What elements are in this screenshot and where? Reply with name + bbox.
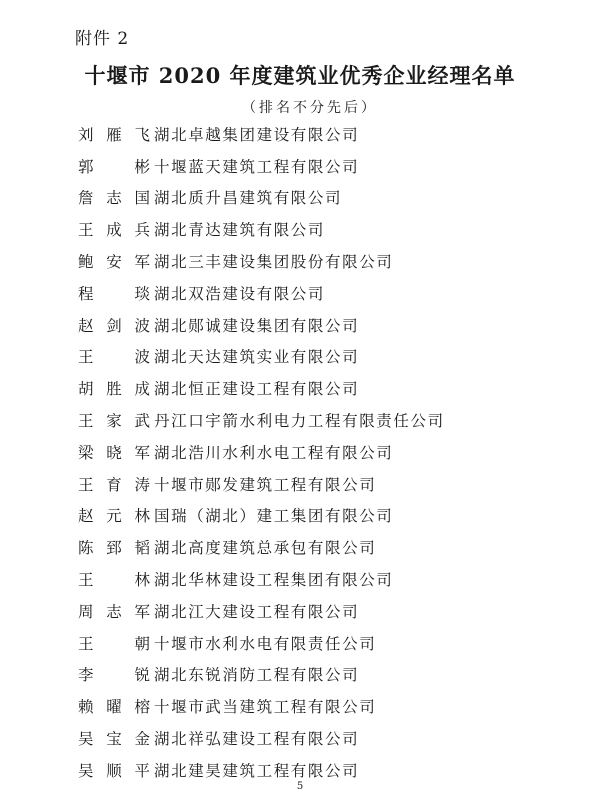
list-item <box>78 277 558 309</box>
manager-name: 赖 曜 榕 <box>78 698 150 717</box>
company-name: 湖北郧诚建设集团有限公司 <box>154 316 360 335</box>
manager-name: 鲍 安 军 <box>78 253 150 272</box>
list-item <box>78 436 558 468</box>
manager-name: 李 锐 <box>78 666 150 685</box>
document-subtitle: （排名不分先后） <box>242 100 378 116</box>
company-name: 湖北质升昌建筑有限公司 <box>154 189 343 208</box>
manager-name: 胡 胜 成 <box>78 380 150 399</box>
document-title: 十堰市 2020 年度建筑业优秀企业经理名单 <box>84 63 516 88</box>
page-number: 5 <box>296 781 304 792</box>
company-name: 湖北卓越集团建设有限公司 <box>154 125 360 144</box>
manager-name: 詹 志 国 <box>78 189 150 208</box>
company-name: 湖北双浩建设有限公司 <box>154 284 326 303</box>
list-item <box>78 341 558 373</box>
manager-name: 陈 郅 韬 <box>78 539 150 558</box>
attachment-label: 附件 2 <box>75 29 130 49</box>
list-item <box>78 118 558 150</box>
manager-name: 周 志 军 <box>78 602 150 621</box>
manager-name: 刘 雁 飞 <box>78 125 150 144</box>
company-name: 十堰蓝天建筑工程有限公司 <box>154 157 360 176</box>
manager-name: 王 林 <box>78 571 150 590</box>
list-item <box>78 595 558 627</box>
manager-name: 吴 顺 平 <box>78 761 150 780</box>
manager-name: 王 家 武 <box>78 412 150 431</box>
company-name: 十堰市郧发建筑工程有限公司 <box>154 475 377 494</box>
company-name: 丹江口宇箭水利电力工程有限责任公司 <box>154 412 445 431</box>
list-item <box>78 372 558 404</box>
manager-name: 梁 晓 军 <box>78 443 150 462</box>
manager-name: 赵 剑 波 <box>78 316 150 335</box>
manager-name: 王 育 涛 <box>78 475 150 494</box>
company-name: 湖北浩川水利水电工程有限公司 <box>154 443 394 462</box>
company-name: 十堰市武当建筑工程有限公司 <box>154 698 377 717</box>
manager-name: 赵 元 林 <box>78 507 150 526</box>
manager-name: 程 琰 <box>78 284 150 303</box>
company-name: 湖北东锐消防工程有限公司 <box>154 666 360 685</box>
manager-name: 王 成 兵 <box>78 221 150 240</box>
list-item <box>78 213 558 245</box>
list-item <box>78 309 558 341</box>
list-item <box>78 468 558 500</box>
manager-name: 王 波 <box>78 348 150 367</box>
company-name: 湖北华林建设工程集团有限公司 <box>154 571 394 590</box>
list-item <box>78 627 558 659</box>
company-name: 国瑞（湖北）建工集团有限公司 <box>154 507 394 526</box>
list-item <box>78 182 558 214</box>
manager-name: 王 朝 <box>78 634 150 653</box>
company-name: 湖北恒正建设工程有限公司 <box>154 380 360 399</box>
list-item <box>78 245 558 277</box>
list-item <box>78 659 558 691</box>
company-name: 十堰市水利水电有限责任公司 <box>154 634 377 653</box>
list-item <box>78 722 558 754</box>
list-item <box>78 500 558 532</box>
list-item <box>78 690 558 722</box>
company-name: 湖北建昊建筑工程有限公司 <box>154 761 360 780</box>
manager-list <box>78 118 558 786</box>
manager-name: 郭 彬 <box>78 157 150 176</box>
company-name: 湖北祥弘建设工程有限公司 <box>154 730 360 749</box>
company-name: 湖北高度建筑总承包有限公司 <box>154 539 377 558</box>
manager-name: 吴 宝 金 <box>78 730 150 749</box>
company-name: 湖北三丰建设集团股份有限公司 <box>154 253 394 272</box>
list-item <box>78 563 558 595</box>
company-name: 湖北青达建筑有限公司 <box>154 221 326 240</box>
list-item <box>78 531 558 563</box>
company-name: 湖北江大建设工程有限公司 <box>154 602 360 621</box>
list-item <box>78 150 558 182</box>
list-item <box>78 404 558 436</box>
company-name: 湖北天达建筑实业有限公司 <box>154 348 360 367</box>
